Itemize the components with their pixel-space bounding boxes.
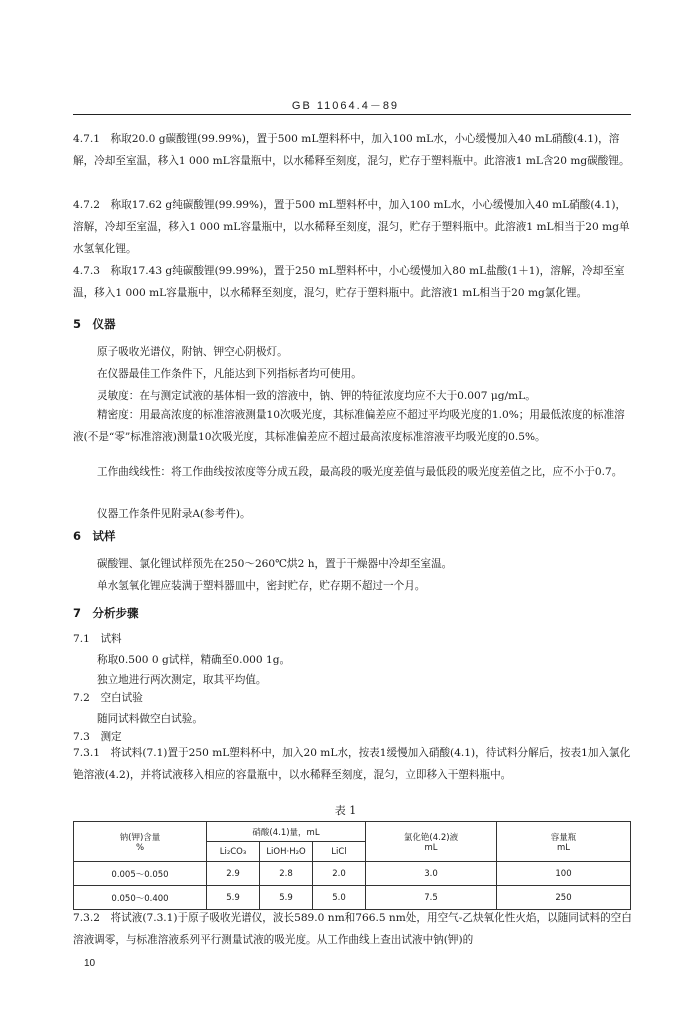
clause-7-3-1: 7.3.1 将试料(7.1)置于250 mL塑料杯中，加入20 mL水，按表1缓慢加入硝酸(4.1)，待试料分解后，按表1加入氯化铯溶液(4.2)，并将试液移入相应的容量瓶中，以水稀释至刻度，混匀，立即移入干塑料瓶中。: [73, 747, 631, 781]
sub-7-1: 7.1 试料: [73, 633, 122, 645]
col-content-header: 钠(钾)含量 %: [74, 822, 207, 862]
cell-li2co3: 2.9: [207, 862, 260, 886]
cell-cscl: 7.5: [366, 886, 497, 910]
precision-text: 精密度：用最高浓度的标准溶液测量10次吸光度，其标准偏差应不超过平均吸光度的1.0%；用最低浓度的标准溶液(不是“零”标准溶液)测量10次吸光度，其标准偏差应不超过最高浓度标准溶液平均吸光度的0.5%。: [73, 409, 625, 443]
standard-header: GB 11064.4－89: [291, 100, 400, 112]
section-5-heading: 5 仪器: [73, 317, 116, 331]
col-cscl-header: 氯化铯(4.2)液 mL: [366, 822, 497, 862]
table-row: [74, 862, 631, 886]
col-li2co3: Li₂CO₃: [207, 842, 260, 862]
col-lioh: LiOH·H₂O: [260, 842, 313, 862]
instrument-condition: 在仪器最佳工作条件下，凡能达到下列指标者均可使用。: [97, 368, 362, 380]
cell-vol: 100: [497, 862, 631, 886]
section-7-heading: 7 分析步骤: [73, 606, 139, 620]
weigh-text: 称取0.500 0 g试样，精确至0.000 1g。: [97, 654, 291, 666]
cell-lioh: 5.9: [260, 886, 313, 910]
cell-content: 0.050～0.400: [74, 886, 207, 910]
clause-4-7-1: 4.7.1 称取20.0 g碳酸锂(99.99%)，置于500 mL塑料杯中，加入100 mL水，小心缓慢加入40 mL硝酸(4.1)，溶解，冷却至室温，移入1 000 mL容量瓶中，以水稀释至刻度，混匀，贮存于塑料瓶中。此溶液1 mL含20 mg碳酸锂。: [73, 133, 630, 167]
cell-lioh: 2.8: [260, 862, 313, 886]
col-acid-header: 硝酸(4.1)量，mL: [207, 822, 366, 842]
clause-7-3-2: 7.3.2 将试液(7.3.1)于原子吸收光谱仪，波长589.0 nm和766.5 nm处，用空气-乙炔氧化性火焰，以随同试料的空白溶液调零，与标准溶液系列平行测量试液的吸光度。从工作曲线上查出试液中钠(钾)的: [73, 912, 632, 946]
cell-cscl: 3.0: [366, 862, 497, 886]
page-number: 10: [84, 958, 96, 969]
cell-li2co3: 5.9: [207, 886, 260, 910]
cell-content: 0.005～0.050: [74, 862, 207, 886]
sample-prep-1: 碳酸锂、氯化锂试样预先在250～260℃烘2 h，置于干燥器中冷却至室温。: [97, 558, 453, 570]
header-rule: [73, 114, 631, 115]
linearity-text: 工作曲线线性：将工作曲线按浓度等分成五段，最高段的吸光度差值与最低段的吸光度差值之比，应不小于0.7。: [97, 466, 623, 478]
instrument-line: 原子吸收光谱仪，附钠、钾空心阴极灯。: [97, 346, 288, 358]
section-6-heading: 6 试样: [73, 529, 116, 543]
clause-4-7-2: 4.7.2 称取17.62 g纯碳酸锂(99.99%)，置于500 mL塑料杯中，加入100 mL水，小心缓慢加入40 mL硝酸(4.1)，溶解，冷却至室温，移入1 000 mL容量瓶中，以水稀释至刻度，混匀，贮存于塑料瓶中。此溶液1 mL相当于20 mg单水氢氧化锂。: [73, 199, 630, 255]
table-caption: 表 1: [334, 804, 357, 817]
sample-prep-2: 单水氢氧化锂应装满于塑料器皿中，密封贮存，贮存期不超过一个月。: [97, 580, 426, 592]
col-vol-header: 容量瓶 mL: [497, 822, 631, 862]
cell-licl: 2.0: [313, 862, 366, 886]
appendix-ref: 仪器工作条件见附录A(参考件)。: [97, 508, 251, 520]
blank-text: 随同试料做空白试验。: [97, 713, 203, 725]
sub-7-3: 7.3 测定: [73, 731, 122, 743]
col-licl: LiCl: [313, 842, 366, 862]
cell-licl: 5.0: [313, 886, 366, 910]
duplicate-text: 独立地进行两次测定，取其平均值。: [97, 674, 267, 686]
sensitivity-text: 灵敏度：在与测定试液的基体相一致的溶液中，钠、钾的特征浓度均应不大于0.007 μg/mL。: [97, 390, 536, 402]
table-row: [74, 886, 631, 910]
sub-7-2: 7.2 空白试验: [73, 692, 143, 704]
reagent-table: [73, 821, 631, 910]
clause-4-7-3: 4.7.3 称取17.43 g纯碳酸锂(99.99%)，置于250 mL塑料杯中，小心缓慢加入80 mL盐酸(1＋1)，溶解，冷却至室温，移入1 000 mL容量瓶中，以水稀释至刻度，混匀，贮存于塑料瓶中。此溶液1 mL相当于20 mg氯化锂。: [73, 265, 625, 299]
cell-vol: 250: [497, 886, 631, 910]
